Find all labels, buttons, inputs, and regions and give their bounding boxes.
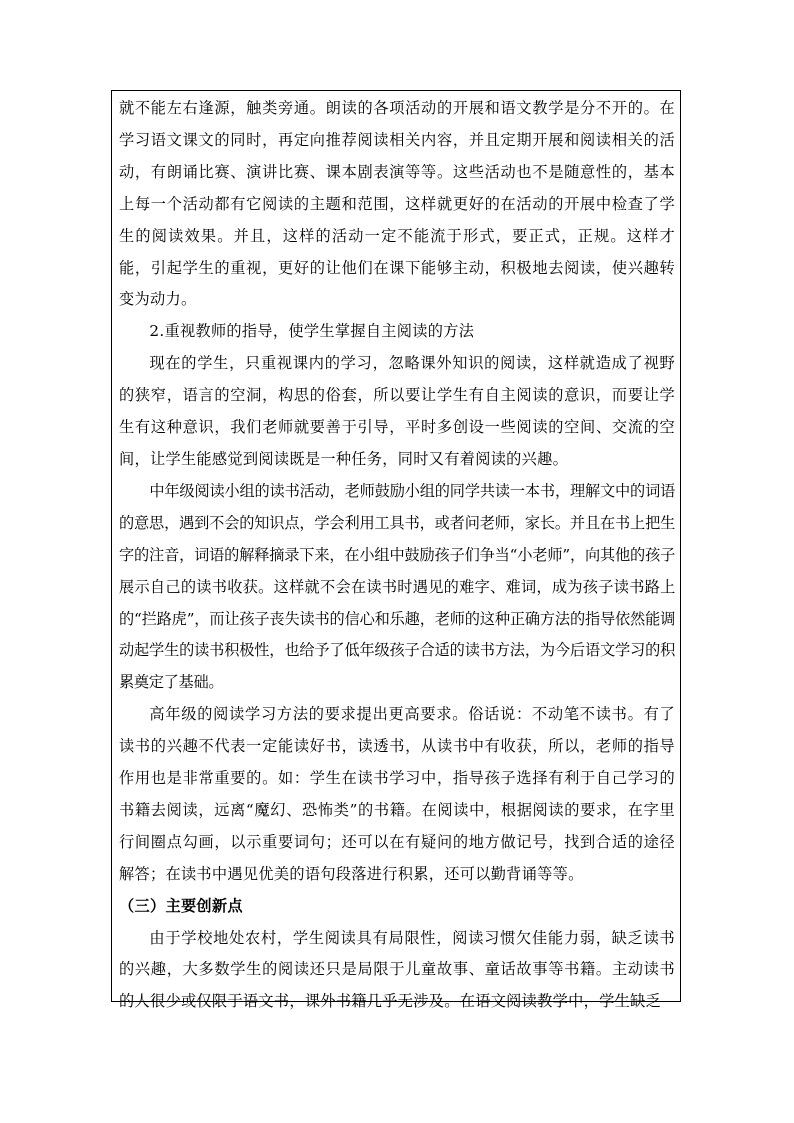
section-heading-innovations: （三）主要创新点: [119, 896, 243, 915]
paragraph-middle-grade-groups: 中年级阅读小组的读书活动，老师鼓励小组的同学共读一本书，理解文中的词语的意思，遇到不会的知识点，学会利用工具书，或者问老师，家长。并且在书上把生字的注音，词语的解释摘录下来，在小组中鼓励孩子们争当“小老师”，向其他的孩子展示自己的读书收获。这样就不会在读书时遇见的难字、难词，成为孩子读书路上的“拦路虎”，而让孩子丧失读书的信心和乐趣，老师的这种正确方法的指导依然能调动起学生的读书积极性，也给予了低年级孩子合适的读书方法，为今后语文学习的积累奠定了基础。: [119, 481, 675, 692]
subheading-teacher-guidance: 2.重视教师的指导，使学生掌握自主阅读的方法: [149, 322, 475, 341]
document-body: [119, 93, 675, 1018]
paragraph-upper-grade-methods: 高年级的阅读学习方法的要求提出更高要求。俗话说：不动笔不读书。有了读书的兴趣不代表一定能读好书，读透书，从读书中有收获，所以，老师的指导作用也是非常重要的。如：学生在读书学习中，指导孩子选择有利于自己学习的书籍去阅读，远离“魔幻、恐怖类”的书籍。在阅读中，根据阅读的要求，在字里行间圈点勾画，以示重要词句；还可以在有疑问的地方做记号，找到合适的途径解答；在读书中遇见优美的语句段落进行积累，还可以勤背诵等等。: [119, 705, 675, 883]
paragraph-activities-continued: 就不能左右逢源，触类旁通。朗读的各项活动的开展和语文教学是分不开的。在学习语文课文的同时，再定向推荐阅读相关内容，并且定期开展和阅读相关的活动，有朗诵比赛、演讲比赛、课本剧表演等等。这些活动也不是随意性的，基本上每一个活动都有它阅读的主题和范围，这样就更好的在活动的开展中检查了学生的阅读效果。并且，这样的活动一定不能流于形式，要正式，正规。这样才能，引起学生的重视，更好的让他们在课下能够主动，积极地去阅读，使兴趣转变为动力。: [119, 99, 675, 309]
paragraph-rural-school: 由于学校地处农村，学生阅读具有局限性，阅读习惯欠佳能力弱，缺乏读书的兴趣，大多数学生的阅读还只是局限于儿童故事、童话故事等书籍。主动读书的人很少或仅限于语文书，课外书籍几乎无涉及。在语文阅读教学中，学生缺乏: [119, 928, 675, 1011]
paragraph-current-students: 现在的学生，只重视课内的学习，忽略课外知识的阅读，这样就造成了视野的狭窄，语言的空洞，构思的俗套，所以要让学生有自主阅读的意识，而要让学生有这种意识，我们老师就要善于引导，平时多创设一些阅读的空间、交流的空间，让学生能感觉到阅读既是一种任务，同时又有着阅读的兴趣。: [119, 354, 675, 468]
